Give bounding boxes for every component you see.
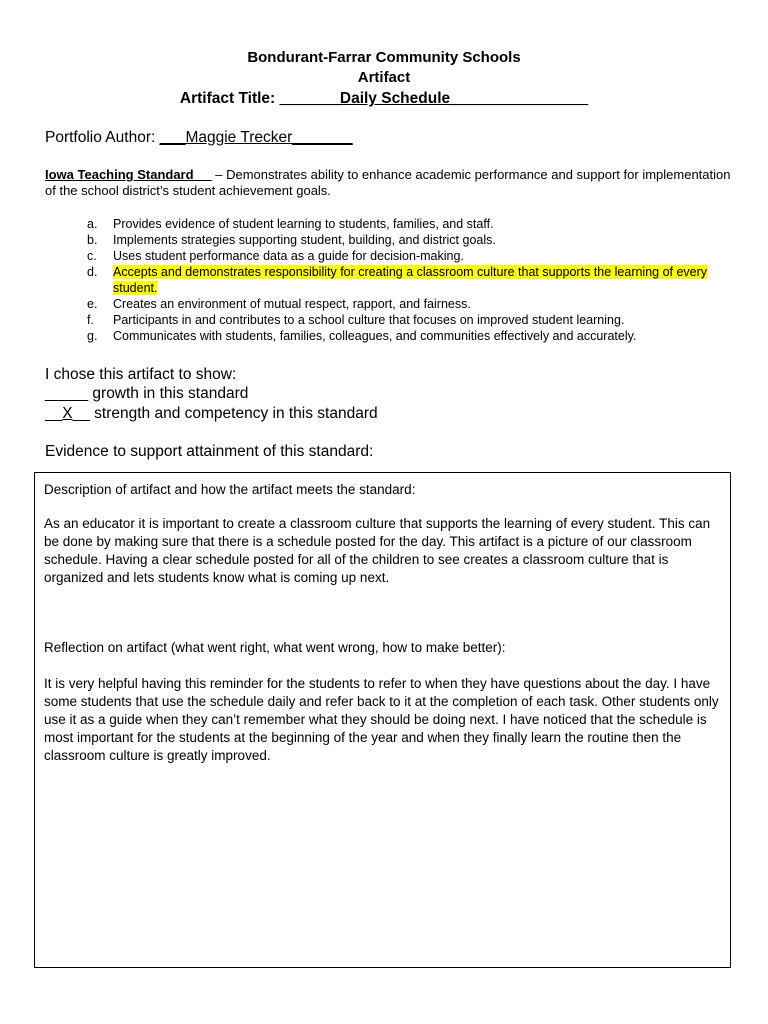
list-item (87, 296, 737, 312)
organization-heading: Bondurant-Farrar Community Schools (247, 49, 521, 66)
teaching-standard-description: – Demonstrates ability to enhance academic performance and support for implementation of the school district’s student achievement goals. (45, 167, 731, 198)
reflection-body: It is very helpful having this reminder for the students to refer to when they have questions about the day. I have some students that use the schedule daily and refer back to it at the completion of each task. Other students only use it as a guide when they can’t remember what they should be doing next. I have noticed that the schedule is most important for the students at the beginning of the year and when they finally learn the routine then the classroom culture is greatly improved. (44, 676, 719, 763)
description-heading: Description of artifact and how the artifact meets the standard: (44, 482, 416, 497)
list-item-letter: g. (87, 329, 98, 343)
list-item-text: Accepts and demonstrates responsibility for creating a classroom culture that supports the learning of every student. (113, 265, 708, 295)
criteria-list (87, 216, 737, 344)
list-item-letter: e. (87, 297, 98, 311)
evidence-box (34, 472, 731, 968)
list-item-letter: d. (87, 265, 98, 279)
choice-strength-mark: __X__ (45, 405, 90, 422)
choice-intro: I chose this artifact to show: (45, 366, 237, 383)
list-item (87, 248, 737, 264)
list-item-highlighted (87, 264, 737, 296)
artifact-title (0, 90, 768, 108)
portfolio-author-label: Portfolio Author: (45, 129, 160, 146)
list-item-letter: f. (87, 313, 94, 327)
list-item-letter: b. (87, 233, 98, 247)
choice-strength (45, 405, 378, 423)
artifact-title-label: Artifact Title: (179, 90, 280, 107)
choice-strength-text: strength and competency in this standard (89, 405, 378, 422)
teaching-standard-label: Iowa Teaching Standard __ (45, 167, 212, 182)
portfolio-author (45, 129, 353, 147)
list-item-letter: c. (87, 249, 97, 263)
evidence-label: Evidence to support attainment of this standard: (45, 443, 374, 460)
list-item-letter: a. (87, 217, 98, 231)
list-item (87, 232, 737, 248)
list-item-text: Implements strategies supporting student, building, and district goals. (113, 233, 496, 247)
document-type-heading: Artifact (357, 69, 411, 86)
list-item-text: Communicates with students, families, colleagues, and communities effectively and accurately. (113, 329, 637, 343)
description-body: As an educator it is important to create a classroom culture that supports the learning of every student. This can be done by making sure that there is a schedule posted for the day. This artifact is a picture of our classroom schedule. Having a clear schedule posted for all of the children to see creates a classroom culture that is organized and lets students know what is coming up next. (44, 516, 711, 585)
portfolio-author-value: ___Maggie Trecker_______ (159, 129, 353, 146)
list-item (87, 328, 737, 344)
list-item-text: Participants in and contributes to a school culture that focuses on improved student learning. (113, 313, 625, 327)
choice-growth: _____ growth in this standard (45, 385, 249, 402)
teaching-standard (45, 167, 735, 199)
list-item (87, 216, 737, 232)
list-item-text: Uses student performance data as a guide for decision-making. (113, 249, 464, 263)
list-item-text: Creates an environment of mutual respect, rapport, and fairness. (113, 297, 471, 311)
artifact-title-value: _______Daily Schedule________________ (279, 90, 589, 107)
list-item (87, 312, 737, 328)
list-item-text: Provides evidence of student learning to students, families, and staff. (113, 217, 494, 231)
reflection-heading: Reflection on artifact (what went right, what went wrong, how to make better): (44, 640, 506, 655)
